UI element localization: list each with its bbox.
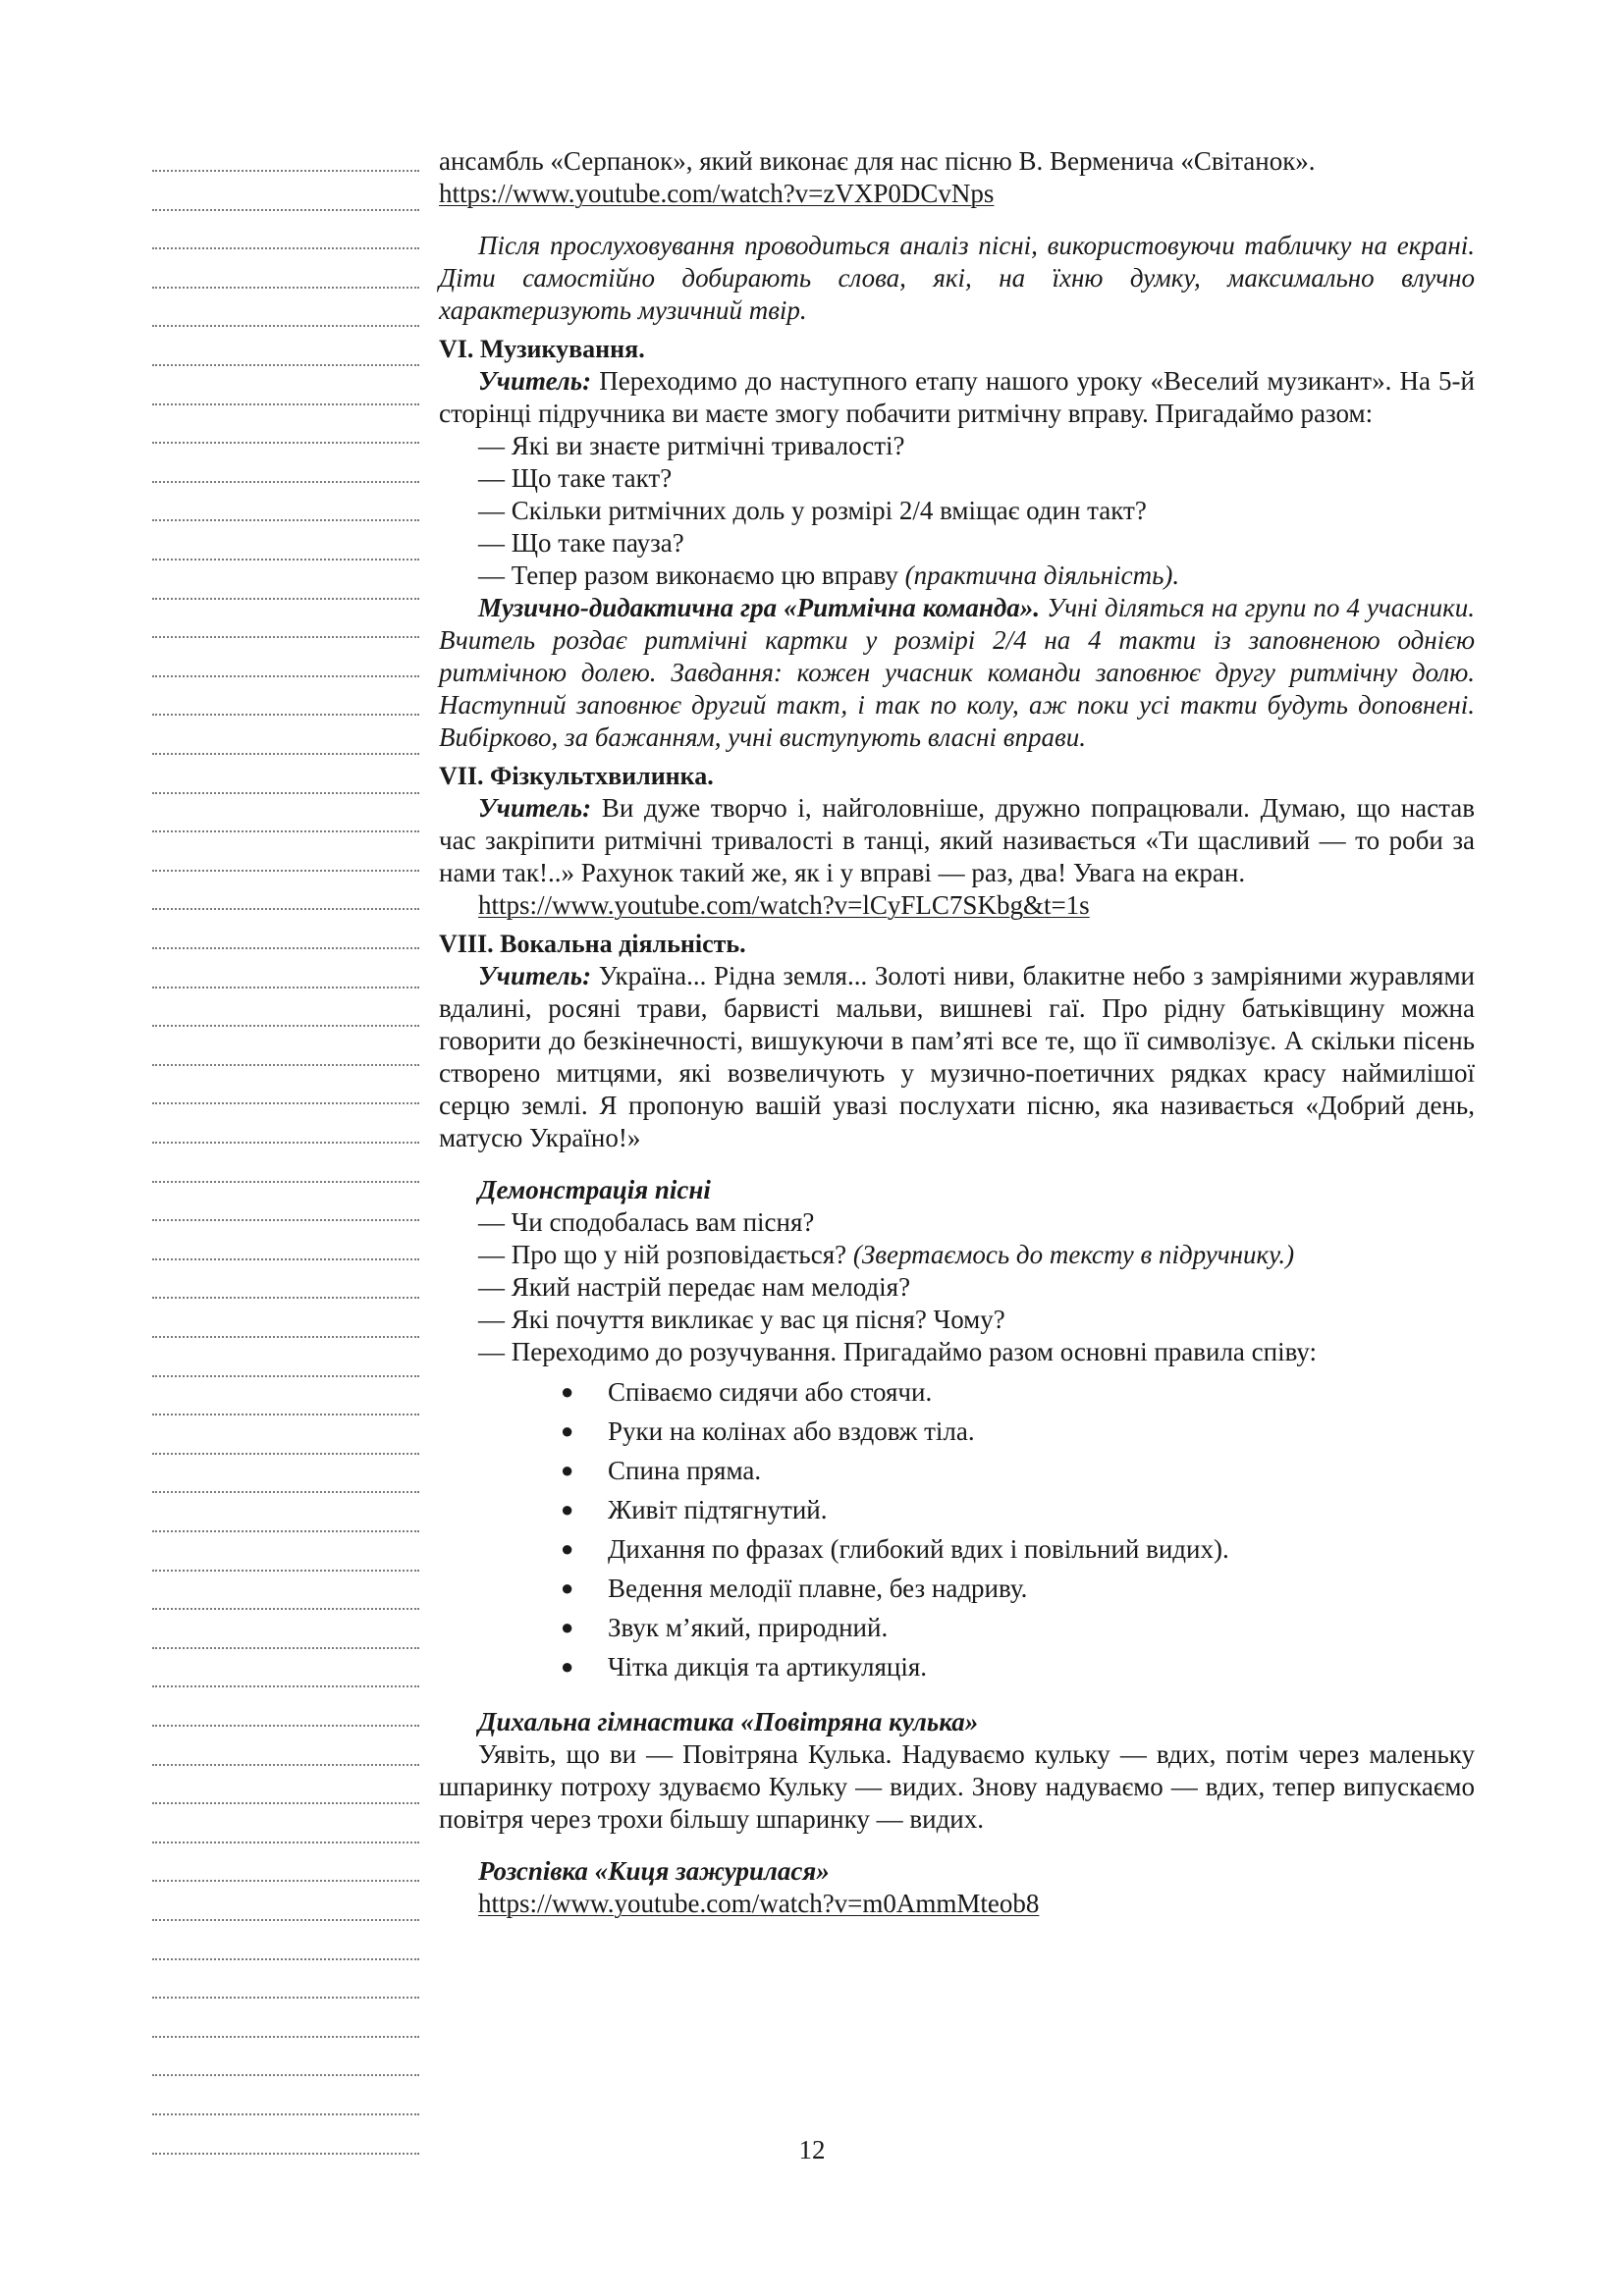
section-7-text: Ви дуже творчо і, найголовніше, дружно попрацювали. Думаю, що настав час закріпити ритмічні тривалості в танці, який називається «Ти щасливий — то роби за нами так!..» Рахунок такий же, як і у вправі — раз, два! Увага на екран.	[439, 793, 1476, 887]
demo-question	[439, 1239, 1475, 1271]
note-line	[152, 870, 419, 872]
note-line	[152, 947, 419, 949]
practice-note: (практична діяльність).	[904, 561, 1180, 590]
note-line	[152, 1181, 419, 1183]
note-line	[152, 519, 419, 521]
note-line	[152, 1336, 419, 1338]
rule-text: Ведення мелодії плавне, без надриву.	[608, 1574, 1028, 1603]
singing-rules-list	[439, 1372, 1475, 1686]
bullet-icon: ●	[561, 1379, 574, 1404]
note-line	[152, 1958, 419, 1960]
note-line	[152, 598, 419, 600]
bullet-icon: ●	[561, 1654, 574, 1679]
note-line	[152, 1142, 419, 1144]
note-line	[152, 1102, 419, 1104]
bullet-icon: ●	[561, 1418, 574, 1443]
note-line	[152, 2036, 419, 2038]
note-line	[152, 2074, 419, 2076]
question-item: — Які ви знаєте ритмічні тривалості?	[478, 431, 905, 460]
breathing-title: Дихальна гімнастика «Повітряна кулька»	[478, 1707, 979, 1736]
note-line	[152, 170, 419, 172]
note-line	[152, 1064, 419, 1066]
question-item: — Скільки ритмічних доль у розмірі 2/4 вміщає один такт?	[478, 496, 1147, 525]
note-line	[152, 481, 419, 483]
note-line	[152, 2113, 419, 2115]
note-line	[152, 830, 419, 832]
note-line	[152, 1880, 419, 1882]
note-line	[152, 442, 419, 444]
note-line	[152, 1375, 419, 1377]
rule-text: Чітка дикція та артикуляція.	[608, 1652, 928, 1682]
rule-text: Живіт підтягнутий.	[608, 1495, 828, 1524]
bullet-icon: ●	[561, 1458, 574, 1482]
practice-text: — Тепер разом виконаємо цю вправу	[478, 561, 898, 590]
note-line	[152, 1997, 419, 1999]
note-line	[152, 1685, 419, 1687]
note-line	[152, 1647, 419, 1649]
note-line	[152, 1608, 419, 1610]
note-line	[152, 1725, 419, 1727]
note-line	[152, 364, 419, 366]
note-line	[152, 209, 419, 211]
note-line	[152, 1919, 419, 1921]
demo-question-text: — Про що у ній розповідається?	[478, 1240, 847, 1269]
rule-text: Співаємо сидячи або стоячи.	[608, 1377, 933, 1407]
analysis-note: Після прослуховування проводиться аналіз пісні, використовуючи табличку на екрані. Діти самостійно добирають слова, які, на їхню думку, максимально влучно характеризують музичний твір.	[439, 231, 1475, 325]
note-line	[152, 403, 419, 405]
note-line	[152, 753, 419, 755]
note-line	[152, 1802, 419, 1804]
rule-text: Руки на колінах або вздовж тіла.	[608, 1416, 975, 1446]
demo-question: — Які почуття викликає у вас ця пісня? Чому?	[478, 1305, 1005, 1334]
page-number: 12	[798, 2135, 826, 2164]
section-6-title: VI. Музикування.	[439, 335, 645, 363]
rule-item	[439, 1372, 1475, 1412]
note-line	[152, 987, 419, 988]
rule-text: Спина пряма.	[608, 1456, 762, 1485]
note-line	[152, 247, 419, 249]
demo-title: Демонстрація пісні	[478, 1175, 711, 1204]
breathing-text: Уявіть, що ви — Повітряна Кулька. Надуваємо кульку — вдих, потім через маленьку шпаринку потроху здуваємо Кульку — видих. Знову надуваємо — вдих, тепер випускаємо повітря через трохи більшу шпаринку — видих.	[439, 1739, 1475, 1834]
note-line	[152, 1258, 419, 1260]
chant-title: Розспівка «Киця зажурилася»	[478, 1856, 830, 1886]
question-item: — Що таке пауза?	[478, 528, 684, 558]
section-8-title: VIII. Вокальна діяльність.	[439, 930, 746, 958]
section-7-title: VII. Фізкультхвилинка.	[439, 762, 714, 790]
note-line	[152, 1764, 419, 1766]
rule-text: Звук м’який, природний.	[608, 1613, 889, 1642]
section-7-paragraph	[439, 792, 1475, 889]
note-line	[152, 559, 419, 561]
notes-margin	[152, 0, 419, 2296]
question-item: — Що таке такт?	[478, 463, 673, 493]
section-6-intro	[439, 365, 1475, 430]
lesson-content	[439, 145, 1475, 1920]
note-line	[152, 325, 419, 327]
rule-item	[439, 1608, 1475, 1647]
rule-item	[439, 1569, 1475, 1608]
bullet-icon: ●	[561, 1497, 574, 1522]
teacher-label: Учитель:	[478, 366, 592, 396]
section-8-text: Україна... Рідна земля... Золоті ниви, блакитне небо з замріяними журавлями вдалині, росяні трави, барвисті мальви, вишневі гаї. Про рідну батьківщину можна говорити до безкінечності, вишукуючи в пам’яті все те, що її символізує. А скільки пісень створено митцями, які возвеличують у музично-поетичних рядках красу наймилішої серцю землі. Я пропоную вашій увазі послухати пісню, яка називається «Добрий день, матусю Україно!»	[439, 961, 1475, 1152]
note-line	[152, 1530, 419, 1532]
practice-line	[439, 560, 1475, 592]
note-line	[152, 1297, 419, 1299]
rule-text: Дихання по фразах (глибокий вдих і повільний видих).	[608, 1534, 1229, 1564]
note-line	[152, 675, 419, 677]
demo-question: — Який настрій передає нам мелодія?	[478, 1272, 911, 1302]
note-line	[152, 792, 419, 794]
rule-item	[439, 1647, 1475, 1686]
note-line	[152, 1414, 419, 1415]
ensemble-line: ансамбль «Серпанок», який виконає для нас пісню В. Верменича «Світанок».	[439, 146, 1316, 176]
rule-item	[439, 1490, 1475, 1529]
note-line	[152, 1491, 419, 1493]
note-line	[152, 1219, 419, 1221]
bullet-icon: ●	[561, 1536, 574, 1561]
bullet-icon: ●	[561, 1575, 574, 1600]
rule-item	[439, 1412, 1475, 1451]
demo-question: — Чи сподобалась вам пісня?	[478, 1207, 815, 1237]
game-paragraph	[439, 592, 1475, 754]
rule-item	[439, 1451, 1475, 1490]
note-line	[152, 287, 419, 289]
note-line	[152, 908, 419, 910]
video-link-svitanok[interactable]: https://www.youtube.com/watch?v=zVXP0DCvNps	[439, 179, 995, 208]
video-link-dance[interactable]: https://www.youtube.com/watch?v=lCyFLC7SKbg&t=1s	[478, 890, 1090, 920]
game-text: Учні діляться на групи по 4 учасники. Вчитель роздає ритмічні картки у розмірі 2/4 на 4 такти із заповненою однією ритмічною долею. Завдання: кожен учасник команди заповнює другу ритмічну долю. Наступний заповнює другий такт, і так по колу, аж поки усі такти будуть доповнені. Вибірково, за бажанням, учні виступують власні вправи.	[439, 593, 1475, 752]
video-link-chant[interactable]: https://www.youtube.com/watch?v=m0AmmMteob8	[478, 1889, 1040, 1918]
demo-question-note: (Звертаємось до тексту в підручнику.)	[852, 1240, 1295, 1269]
note-line	[152, 1570, 419, 1572]
demo-question: — Переходимо до розучування. Пригадаймо разом основні правила співу:	[478, 1337, 1318, 1366]
rule-item	[439, 1529, 1475, 1569]
note-line	[152, 636, 419, 638]
note-line	[152, 1025, 419, 1027]
section-6-intro-text: Переходимо до наступного етапу нашого уроку «Веселий музикант». На 5-й сторінці підручника ви маєте змогу побачити ритмічну вправу. Пригадаймо разом:	[439, 366, 1475, 428]
teacher-label: Учитель:	[478, 961, 592, 990]
section-8-paragraph	[439, 960, 1475, 1154]
bullet-icon: ●	[561, 1615, 574, 1639]
note-line	[152, 1453, 419, 1455]
teacher-label: Учитель:	[478, 793, 592, 823]
game-title: Музично-дидактична гра «Ритмічна команда».	[478, 593, 1041, 622]
note-line	[152, 1842, 419, 1843]
note-line	[152, 714, 419, 716]
